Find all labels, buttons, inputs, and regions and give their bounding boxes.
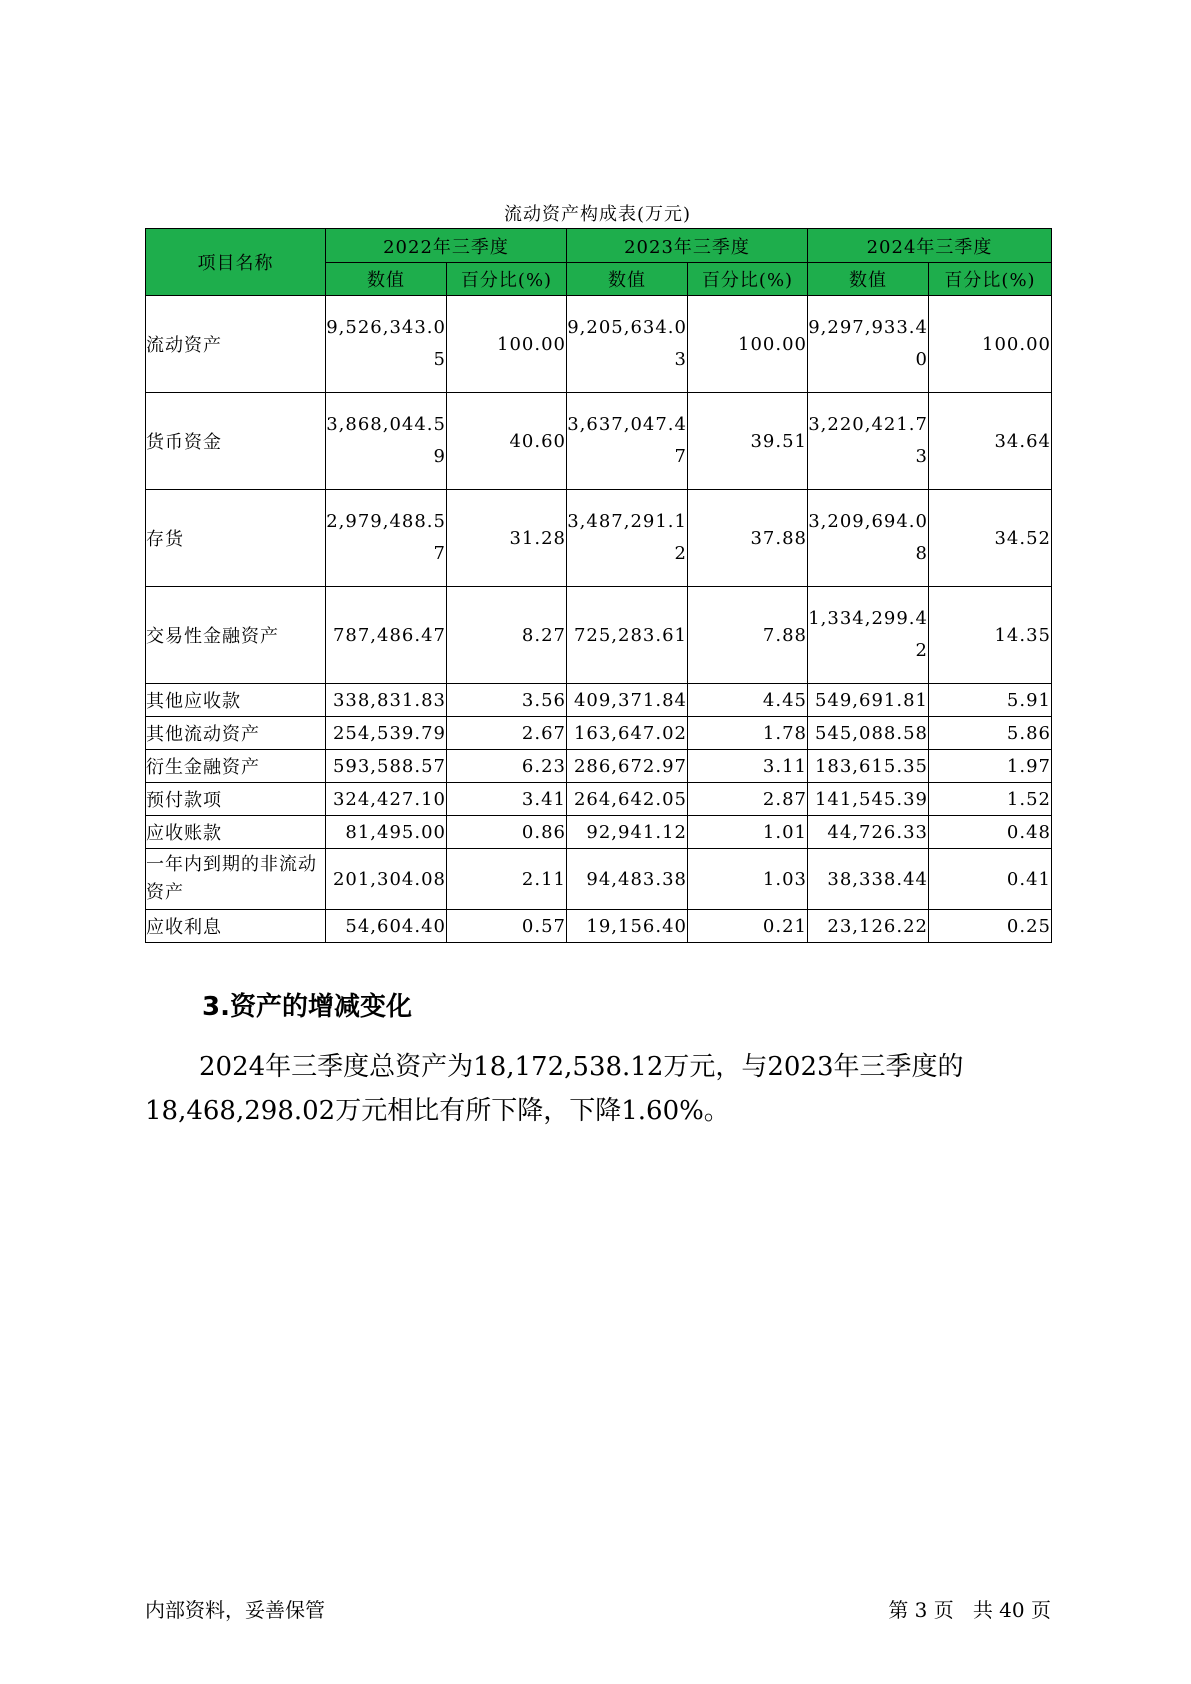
row-name: 衍生金融资产 bbox=[146, 750, 326, 783]
value-cell bbox=[808, 296, 929, 393]
value-cell bbox=[567, 393, 688, 490]
percent-cell: 4.45 bbox=[688, 684, 808, 717]
value-cell: 324,427.10 bbox=[326, 783, 447, 816]
row-name: 预付款项 bbox=[146, 783, 326, 816]
section-paragraph: 2024年三季度总资产为18,172,538.12万元，与2023年三季度的18,468,298.02万元相比有所下降，下降1.60%。 bbox=[145, 1052, 964, 1126]
value-cell: 92,941.12 bbox=[567, 816, 688, 849]
period-header-2024: 2024年三季度 bbox=[808, 229, 1052, 263]
value-text: 1,334,299.42 bbox=[808, 608, 928, 661]
value-cell: 201,304.08 bbox=[326, 849, 447, 910]
value-cell: 19,156.40 bbox=[567, 910, 688, 943]
value-cell: 593,588.57 bbox=[326, 750, 447, 783]
value-cell bbox=[326, 296, 447, 393]
percent-cell: 100.00 bbox=[688, 296, 808, 393]
value-cell: 38,338.44 bbox=[808, 849, 929, 910]
table-row bbox=[146, 393, 1052, 490]
percent-cell: 40.60 bbox=[447, 393, 567, 490]
value-cell bbox=[567, 296, 688, 393]
percent-cell: 14.35 bbox=[929, 587, 1052, 684]
table-row bbox=[146, 587, 1052, 684]
percent-cell: 100.00 bbox=[447, 296, 567, 393]
row-name: 存货 bbox=[146, 490, 326, 587]
value-cell: 338,831.83 bbox=[326, 684, 447, 717]
value-cell: 54,604.40 bbox=[326, 910, 447, 943]
percent-cell: 1.97 bbox=[929, 750, 1052, 783]
header-row-periods bbox=[146, 229, 1052, 263]
value-text: 2,979,488.57 bbox=[326, 511, 446, 564]
percent-cell: 1.03 bbox=[688, 849, 808, 910]
value-cell: 81,495.00 bbox=[326, 816, 447, 849]
table-row bbox=[146, 750, 1052, 783]
value-text: 3,487,291.12 bbox=[567, 511, 687, 564]
row-name: 一年内到期的非流动资产 bbox=[146, 849, 326, 910]
percent-cell: 6.23 bbox=[447, 750, 567, 783]
row-name: 应收利息 bbox=[146, 910, 326, 943]
table-row bbox=[146, 816, 1052, 849]
percent-cell: 0.25 bbox=[929, 910, 1052, 943]
value-text: 3,868,044.59 bbox=[326, 414, 446, 467]
percent-cell: 7.88 bbox=[688, 587, 808, 684]
value-cell: 545,088.58 bbox=[808, 717, 929, 750]
value-cell: 549,691.81 bbox=[808, 684, 929, 717]
row-name: 应收账款 bbox=[146, 816, 326, 849]
footer-confidential-note: 内部资料，妥善保管 bbox=[145, 1598, 325, 1622]
percent-cell: 2.67 bbox=[447, 717, 567, 750]
value-cell bbox=[808, 490, 929, 587]
section-title: 3.资产的增减变化 bbox=[202, 992, 412, 1022]
value-cell: 409,371.84 bbox=[567, 684, 688, 717]
value-cell: 254,539.79 bbox=[326, 717, 447, 750]
percent-cell: 0.48 bbox=[929, 816, 1052, 849]
value-cell: 787,486.47 bbox=[326, 587, 447, 684]
value-text: 3,209,694.08 bbox=[808, 511, 928, 564]
value-cell: 23,126.22 bbox=[808, 910, 929, 943]
table-row bbox=[146, 910, 1052, 943]
percent-cell: 0.41 bbox=[929, 849, 1052, 910]
row-name: 其他流动资产 bbox=[146, 717, 326, 750]
table-row bbox=[146, 849, 1052, 910]
percent-cell: 0.57 bbox=[447, 910, 567, 943]
percent-cell: 2.11 bbox=[447, 849, 567, 910]
table-row bbox=[146, 783, 1052, 816]
table-row bbox=[146, 717, 1052, 750]
value-cell: 286,672.97 bbox=[567, 750, 688, 783]
value-cell bbox=[326, 490, 447, 587]
row-name: 货币资金 bbox=[146, 393, 326, 490]
value-cell: 183,615.35 bbox=[808, 750, 929, 783]
percent-header: 百分比(%) bbox=[929, 263, 1052, 296]
value-cell: 141,545.39 bbox=[808, 783, 929, 816]
value-cell bbox=[808, 587, 929, 684]
value-cell: 725,283.61 bbox=[567, 587, 688, 684]
percent-cell: 31.28 bbox=[447, 490, 567, 587]
value-cell bbox=[567, 490, 688, 587]
table-row bbox=[146, 296, 1052, 393]
value-text: 9,205,634.03 bbox=[567, 317, 687, 370]
row-name: 其他应收款 bbox=[146, 684, 326, 717]
value-text: 3,637,047.47 bbox=[567, 414, 687, 467]
value-header: 数值 bbox=[808, 263, 929, 296]
value-cell bbox=[808, 393, 929, 490]
table-row bbox=[146, 684, 1052, 717]
value-header: 数值 bbox=[567, 263, 688, 296]
item-name-header: 项目名称 bbox=[146, 229, 326, 296]
row-name: 交易性金融资产 bbox=[146, 587, 326, 684]
value-cell: 264,642.05 bbox=[567, 783, 688, 816]
value-text: 9,526,343.05 bbox=[326, 317, 446, 370]
value-cell bbox=[326, 393, 447, 490]
value-cell: 44,726.33 bbox=[808, 816, 929, 849]
percent-cell: 34.64 bbox=[929, 393, 1052, 490]
percent-cell: 3.11 bbox=[688, 750, 808, 783]
table-caption: 流动资产构成表(万元) bbox=[503, 204, 692, 225]
value-cell: 163,647.02 bbox=[567, 717, 688, 750]
period-header-2023: 2023年三季度 bbox=[567, 229, 808, 263]
percent-cell: 1.52 bbox=[929, 783, 1052, 816]
row-name: 流动资产 bbox=[146, 296, 326, 393]
footer-page-number: 第 3 页 共 40 页 bbox=[888, 1598, 1051, 1622]
percent-cell: 2.87 bbox=[688, 783, 808, 816]
percent-cell: 34.52 bbox=[929, 490, 1052, 587]
current-assets-table bbox=[145, 228, 1052, 943]
value-header: 数值 bbox=[326, 263, 447, 296]
percent-cell: 100.00 bbox=[929, 296, 1052, 393]
value-text: 3,220,421.73 bbox=[808, 414, 928, 467]
percent-header: 百分比(%) bbox=[688, 263, 808, 296]
value-cell: 94,483.38 bbox=[567, 849, 688, 910]
percent-cell: 1.78 bbox=[688, 717, 808, 750]
percent-cell: 0.86 bbox=[447, 816, 567, 849]
value-text: 9,297,933.40 bbox=[808, 317, 928, 370]
percent-cell: 0.21 bbox=[688, 910, 808, 943]
percent-cell: 5.91 bbox=[929, 684, 1052, 717]
table-row bbox=[146, 490, 1052, 587]
percent-cell: 39.51 bbox=[688, 393, 808, 490]
period-header-2022: 2022年三季度 bbox=[326, 229, 567, 263]
percent-header: 百分比(%) bbox=[447, 263, 567, 296]
percent-cell: 3.41 bbox=[447, 783, 567, 816]
percent-cell: 8.27 bbox=[447, 587, 567, 684]
percent-cell: 5.86 bbox=[929, 717, 1052, 750]
percent-cell: 3.56 bbox=[447, 684, 567, 717]
percent-cell: 37.88 bbox=[688, 490, 808, 587]
percent-cell: 1.01 bbox=[688, 816, 808, 849]
